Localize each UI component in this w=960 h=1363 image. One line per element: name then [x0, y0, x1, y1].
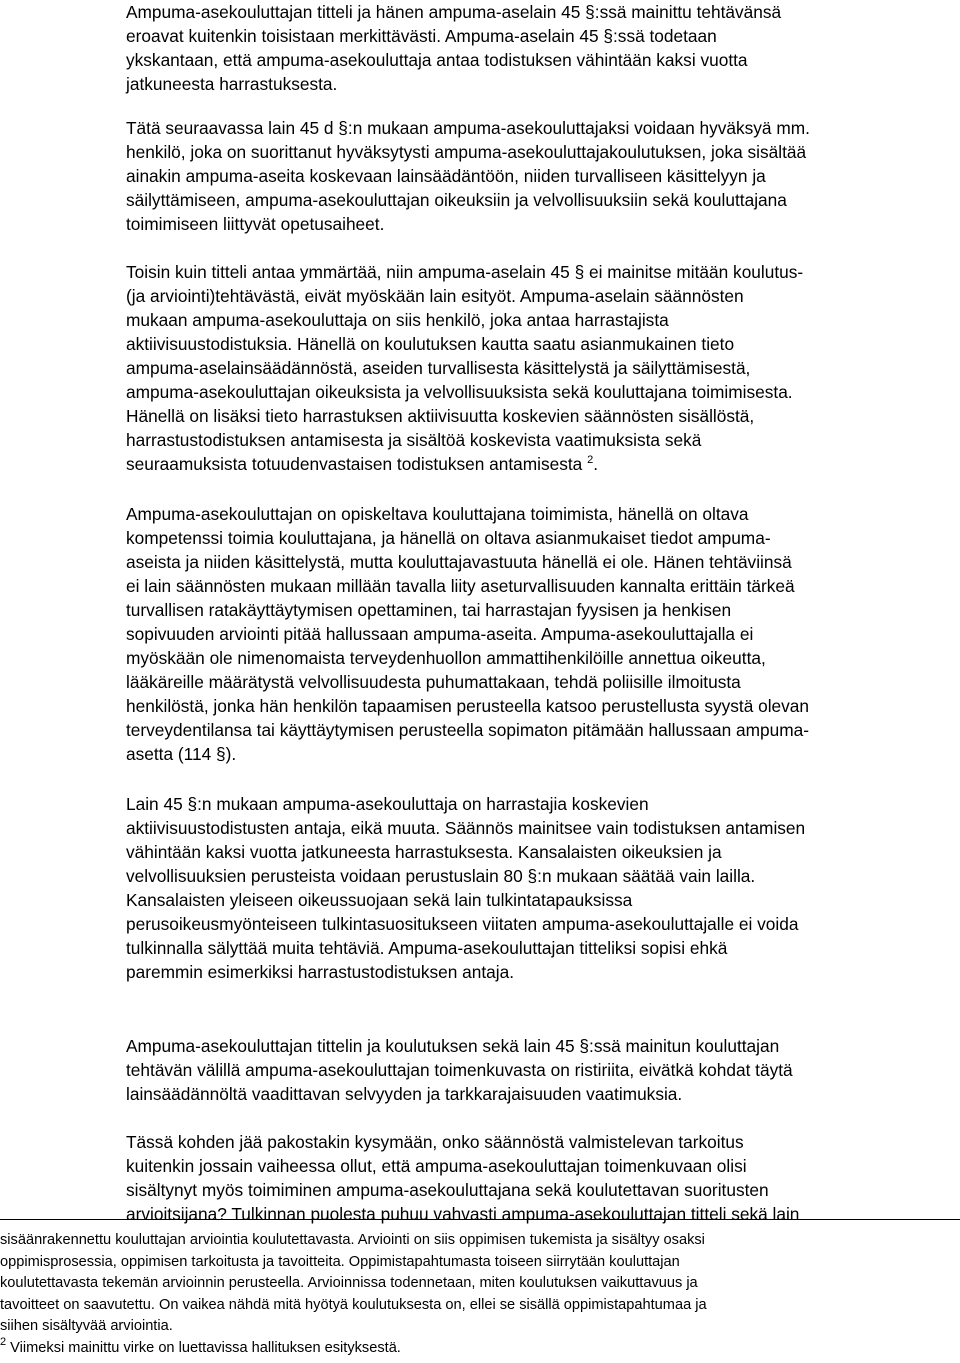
- text-line: kompetenssi toimia kouluttajana, ja hänellä on oltava asianmukaiset tiedot ampuma-: [126, 528, 771, 548]
- text-line: säilyttämiseen, ampuma-asekouluttajan oikeuksiin ja velvollisuuksiin sekä kouluttajana: [126, 190, 787, 210]
- text-line: (ja arviointi)tehtävästä, eivät myöskään lain esityöt. Ampuma-aselain säännösten: [126, 286, 744, 306]
- text-line: henkilöstä, jonka hän henkilön tapaamisen perusteella katsoo perustellusta syystä olevan: [126, 696, 810, 716]
- text-line: henkilö, joka on suorittanut hyväksytysti ampuma-asekouluttajakoulutuksen, joka sisältää: [126, 142, 807, 162]
- text-line: perusoikeusmyönteiseen tulkintasuositukseen viitaten ampuma-asekouluttajalle ei voida: [126, 914, 799, 934]
- text-line: Toisin kuin titteli antaa ymmärtää, niin ampuma-aselain 45 § ei mainitse mitään koulutus-: [126, 262, 804, 282]
- text-line: aktiivisuustodistuksia. Hänellä on koulutuksen kautta saatu asianmukainen tieto: [126, 334, 735, 354]
- footnote-reference: 2: [587, 454, 594, 466]
- text-line: lääkäreille määrätystä velvollisuudesta puhumattakaan, tehdä poliisille ilmoitusta: [126, 672, 741, 692]
- text-line: harrastustodistuksen antamisesta ja sisältöä koskevista vaatimuksista sekä: [126, 430, 702, 450]
- footnote-line: tavoitteet on saavutettu. On vaikea nähdä mitä hyötyä koulutuksesta on, ellei se sisällä oppimistapahtumaa ja: [0, 1296, 707, 1313]
- sentence-end: .: [593, 454, 599, 474]
- footnote-2: [0, 1335, 958, 1360]
- footnotes: [0, 1230, 958, 1359]
- text-line: tehtävän välillä ampuma-asekouluttajan toimenkuvasta on ristiriita, eivätkä kohdat täytä: [126, 1060, 793, 1080]
- text-line: [126, 452, 803, 476]
- text-line: sopivuuden arviointi pitää hallussaan ampuma-aseita. Ampuma-asekouluttajalla ei: [126, 624, 754, 644]
- paragraph: [126, 1034, 793, 1106]
- footnote-continuation: [0, 1230, 958, 1338]
- text-line: asetta (114 §).: [126, 744, 237, 764]
- text-line: terveydentilansa tai käyttäytymisen perusteella sopimaton pitämään hallussaan ampuma-: [126, 720, 809, 740]
- paragraph: [126, 260, 803, 476]
- text-line: tulkinnalla sälyttää muita tehtäviä. Ampuma-asekouluttajan titteliksi sopisi ehkä: [126, 938, 728, 958]
- text-line: aseista ja niiden käsittelystä, mutta kouluttajavastuuta hänellä ei ole. Hänen tehtäviinsä: [126, 552, 792, 572]
- text-line: Lain 45 §:n mukaan ampuma-asekouluttaja on harrastajia koskevien: [126, 794, 649, 814]
- text-line: eroavat kuitenkin toisistaan merkittävästi. Ampuma-aselain 45 §:ssä todetaan: [126, 26, 717, 46]
- paragraph: [126, 792, 805, 984]
- text-line: mukaan ampuma-asekouluttaja on siis henkilö, joka antaa harrastajista: [126, 310, 669, 330]
- text-line: Tätä seuraavassa lain 45 d §:n mukaan ampuma-asekouluttajaksi voidaan hyväksyä mm.: [126, 118, 810, 138]
- text-line: Ampuma-asekouluttajan tittelin ja koulutuksen sekä lain 45 §:ssä mainitun kouluttajan: [126, 1036, 780, 1056]
- text-line-content: seuraamuksista totuudenvastaisen todistuksen antamisesta: [126, 454, 583, 474]
- text-line: ei lain säännösten mukaan millään tavalla liity aseturvallisuuden kannalta erittäin tärkeä: [126, 576, 795, 596]
- footnote-separator: [0, 1219, 960, 1220]
- paragraph: [126, 0, 781, 96]
- text-line: aktiivisuustodistusten antaja, eikä muuta. Säännös mainitsee vain todistuksen antamisen: [126, 818, 806, 838]
- footnote-line: oppimisprosessia, oppimisen tarkoitusta ja tavoitteita. Oppimistapahtumasta toiseen siirrytään kouluttajan: [0, 1253, 680, 1270]
- paragraph: [126, 1130, 799, 1226]
- text-line: kuitenkin jossain vaiheessa ollut, että ampuma-asekouluttajan toimenkuvaan olisi: [126, 1156, 747, 1176]
- footnote-line: sisäänrakennettu kouluttajan arviointia koulutettavasta. Arviointi on siis oppimisen tukemista ja sisältyy osaksi: [0, 1232, 705, 1248]
- text-line: ampuma-asekouluttajan oikeuksista ja velvollisuuksista sekä kouluttajana toimimisesta.: [126, 382, 793, 402]
- footnote-number: 2: [0, 1335, 7, 1348]
- text-line: ampuma-aselainsäädännöstä, aseiden turvallisesta käsittelystä ja säilyttämisestä,: [126, 358, 751, 378]
- text-line: Ampuma-asekouluttajan on opiskeltava kouluttajana toimimista, hänellä on oltava: [126, 504, 749, 524]
- text-line: vähintään kaksi vuotta jatkuneesta harrastuksesta. Kansalaisten oikeuksien ja: [126, 842, 722, 862]
- text-line: lainsäädännöltä vaadittavan selvyyden ja tarkkarajaisuuden vaatimuksia.: [126, 1084, 683, 1104]
- text-line: myöskään ole nimenomaista terveydenhuollon ammattihenkilöille annettua oikeutta,: [126, 648, 766, 668]
- text-line: velvollisuuksien perusteista voidaan perustuslain 80 §:n mukaan säätää vain lailla.: [126, 866, 756, 886]
- paragraph: [126, 116, 810, 236]
- text-line: jatkuneesta harrastuksesta.: [126, 74, 338, 94]
- text-line: ykskantaan, että ampuma-asekouluttaja antaa todistuksen vähintään kaksi vuotta: [126, 50, 748, 70]
- text-line: turvallisen ratakäyttäytymisen opettaminen, tai harrastajan fyysisen ja henkisen: [126, 600, 732, 620]
- footnote-text: Viimeksi mainittu virke on luettavissa hallituksen esityksestä.: [6, 1339, 401, 1356]
- text-line: Kansalaisten yleiseen oikeussuojaan sekä lain tulkintatapauksissa: [126, 890, 633, 910]
- footnote-line: koulutettavasta tekemän arvioinnin perusteella. Arvioinnissa todennetaan, miten koulutuksen vaikuttavuus ja: [0, 1275, 698, 1291]
- text-line: arvioitsijana? Tulkinnan puolesta puhuu vahvasti ampuma-asekouluttajan titteli sekä lain: [126, 1204, 800, 1224]
- text-line: Ampuma-asekouluttajan titteli ja hänen ampuma-aselain 45 §:ssä mainittu tehtävänsä: [126, 2, 782, 22]
- text-line: Tässä kohden jää pakostakin kysymään, onko säännöstä valmistelevan tarkoitus: [126, 1132, 744, 1152]
- text-line: sisältynyt myös toimiminen ampuma-asekouluttajana sekä koulutettavan suoritusten: [126, 1180, 769, 1200]
- paragraph: [126, 502, 809, 766]
- text-line: ainakin ampuma-aseita koskevaan lainsäädäntöön, niiden turvalliseen käsittelyyn ja: [126, 166, 766, 186]
- text-line: Hänellä on lisäksi tieto harrastuksen aktiivisuutta koskevien säännösten sisällöstä,: [126, 406, 755, 426]
- text-line: paremmin esimerkiksi harrastustodistuksen antaja.: [126, 962, 515, 982]
- footnote-line: siihen sisältyvää arviointia.: [0, 1318, 173, 1334]
- text-line: toimimiseen liittyvät opetusaiheet.: [126, 214, 385, 234]
